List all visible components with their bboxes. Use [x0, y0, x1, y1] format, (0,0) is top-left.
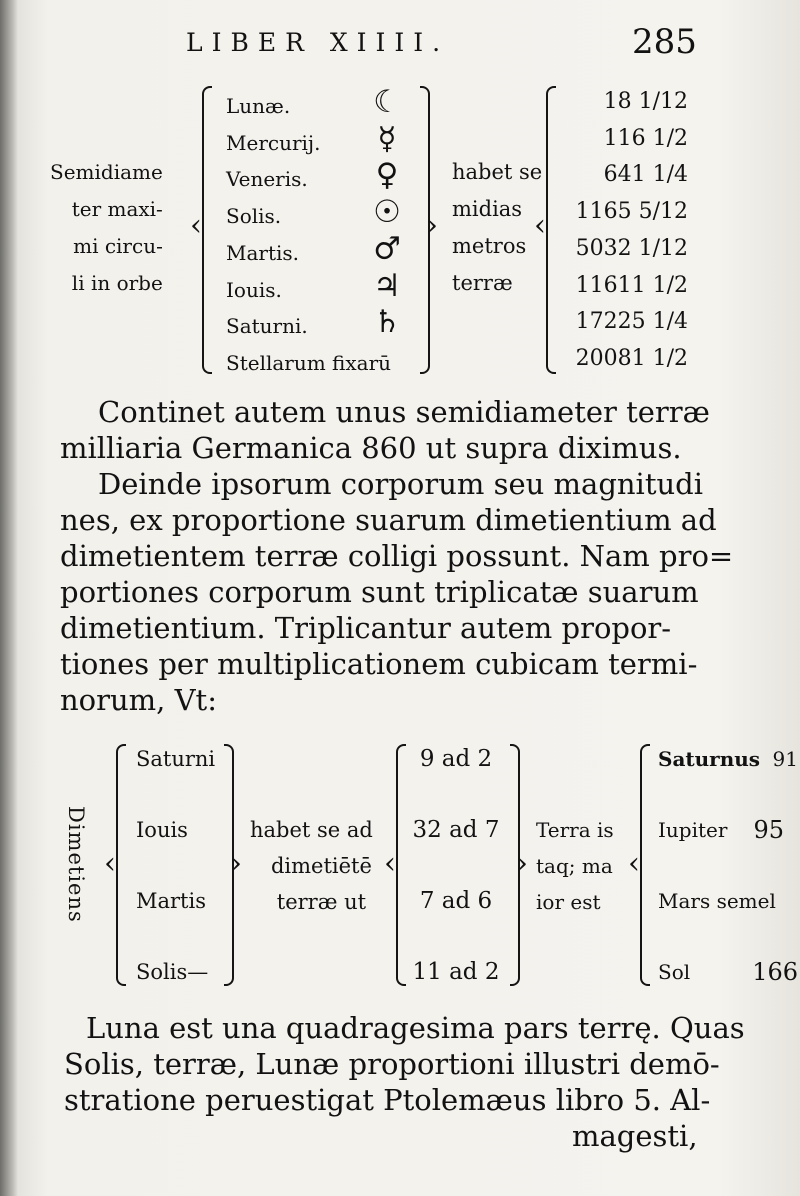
- table1-side-label: [50, 154, 163, 302]
- saturn-icon: ♄: [373, 304, 401, 341]
- table2-terra-line: Terra is: [536, 818, 614, 842]
- table2-ratio-left-brace-point: ‹: [384, 846, 396, 881]
- table2-middle-line: dimetiētē: [270, 854, 372, 878]
- table2-planet: Solis—: [136, 960, 209, 984]
- page-gutter-shadow: [0, 0, 18, 1196]
- table1-middle-line: terræ: [452, 271, 513, 295]
- paragraph-line: portiones corporum sunt triplicatæ suarum: [60, 575, 699, 609]
- table2-ratio-right-brace-point: ›: [516, 846, 528, 881]
- table2-terra-line: ior est: [536, 890, 601, 914]
- table1-middle-line: midias: [452, 197, 523, 221]
- table1-left-brace: [202, 86, 212, 374]
- table2-planet-list: [136, 724, 215, 1008]
- table2-middle-line: terræ ut: [276, 890, 367, 914]
- table1-value: 18 1/12: [603, 89, 688, 114]
- table1-planet: Saturni.: [226, 314, 308, 339]
- table2-result-row: [658, 724, 798, 795]
- sun-icon: ☉: [373, 194, 401, 231]
- table1-value: 5032 1/12: [575, 235, 688, 261]
- table2-ratio-list: [412, 724, 500, 1008]
- table2-result-name: Sol: [658, 960, 691, 984]
- table1-value: 11611 1/2: [575, 272, 688, 298]
- table2-planet: Iouis: [136, 818, 188, 842]
- table2-result-row: [658, 937, 798, 1008]
- paragraph-line: dimetientem terræ colligi possunt. Nam pro=: [60, 539, 734, 573]
- table1-mid-brace-point: ›: [426, 208, 438, 243]
- table2-terra-line: taq; ma: [536, 854, 613, 878]
- closing-line: Luna est una quadragesima pars terrę. Quas: [86, 1011, 745, 1045]
- table1-right-brace-point: ‹: [534, 208, 546, 243]
- table2-result-brace-point: ‹: [628, 846, 640, 881]
- table1-value: 1165 5/12: [575, 199, 688, 225]
- table1-right-brace: [546, 86, 556, 374]
- paragraph-line: Continet autem unus semidiameter terræ: [98, 395, 710, 429]
- table2-ratio: 7 ad 6: [419, 888, 493, 914]
- table2-terra-text: [536, 812, 614, 920]
- table1-side-line: mi circu-: [73, 234, 163, 258]
- table2-side-text: Dimetiens: [64, 806, 88, 923]
- table1-value: 116 1/2: [603, 125, 688, 151]
- table2-ratio: 9 ad 2: [419, 746, 493, 772]
- table1-planet: Stellarum fixarū: [226, 350, 392, 375]
- table1-value: 641 1/4: [603, 162, 688, 188]
- table2-result-name: Iupiter: [658, 818, 728, 842]
- table1-planet: Veneris.: [226, 167, 308, 192]
- table1-middle-line: habet se: [452, 160, 543, 184]
- closing-line: magesti,: [572, 1119, 698, 1153]
- table2-result-row: [658, 866, 798, 937]
- table2-ratio: 11 ad 2: [412, 959, 500, 985]
- paragraph-line: dimetientium. Triplicantur autem propor-: [60, 611, 672, 645]
- table2-middle-line: habet se ad: [250, 818, 373, 842]
- table1-middle-text: [452, 154, 542, 302]
- table2-ratio-left-brace: [396, 744, 406, 986]
- paragraph-line: milliaria Germanica 860 ut supra diximus.: [60, 431, 682, 465]
- closing-line: stratione peruestigat Ptolemæus libro 5. Al-: [64, 1083, 711, 1117]
- table2-left-brace-point: ‹: [104, 846, 116, 881]
- table1-planet: Mercurij.: [226, 130, 321, 155]
- table1-planet: Iouis.: [226, 277, 282, 302]
- table2-planet-brace-point: ›: [230, 846, 242, 881]
- table2-middle-text: [250, 812, 373, 920]
- table2-result-row: [658, 795, 798, 866]
- paragraph-line: Deinde ipsorum corporum seu magnitudi: [98, 467, 704, 501]
- table1-side-line: li in orbe: [71, 271, 163, 295]
- table2-ratio: 32 ad 7: [412, 817, 500, 843]
- table1-side-line: ter maxi-: [71, 197, 163, 221]
- table1-value: 17225 1/4: [575, 309, 688, 335]
- table2-result-list: [658, 724, 798, 1008]
- table2-result-name: Mars semel: [658, 889, 776, 913]
- table2-side-label: [58, 806, 94, 956]
- venus-icon: ♀: [375, 157, 399, 194]
- mercury-icon: ☿: [377, 120, 397, 157]
- table1-values: [570, 84, 688, 378]
- table1-planet: Lunæ.: [226, 94, 291, 118]
- paragraph-line: tiones per multiplicationem cubicam termi-: [60, 647, 698, 681]
- table1-side-line: Semidiame: [50, 160, 163, 184]
- table2-left-brace: [116, 744, 126, 986]
- table1-planet: Solis.: [226, 204, 282, 229]
- table1-middle-line: metros: [452, 234, 527, 258]
- table2-result-value: 166: [752, 958, 798, 986]
- table2-planet: Saturni: [136, 747, 216, 771]
- table2-result-value: 95: [753, 816, 784, 844]
- mars-icon: ♂: [373, 230, 401, 267]
- paragraph-line: nes, ex proportione suarum dimetientium ad: [60, 503, 717, 537]
- table2-result-brace: [640, 744, 650, 986]
- paragraph-line: norum, Vt:: [60, 683, 217, 717]
- table1-value: 20081 1/2: [575, 345, 688, 371]
- jupiter-icon: ♃: [373, 267, 401, 304]
- table2-result-name: Saturnus: [658, 747, 761, 771]
- closing-line: Solis, terræ, Lunæ proportioni illustri demō-: [64, 1047, 720, 1081]
- table2-result-value: 91: [772, 747, 798, 771]
- table2-planet: Martis: [136, 889, 206, 913]
- table1-left-brace-point: ‹: [190, 208, 202, 243]
- table1-symbol-list: [362, 84, 412, 341]
- page-number: 285: [632, 22, 697, 62]
- table1-planet: Martis.: [226, 240, 300, 265]
- moon-icon: ☾: [373, 84, 401, 120]
- running-title: LIBER XIIII.: [186, 28, 450, 57]
